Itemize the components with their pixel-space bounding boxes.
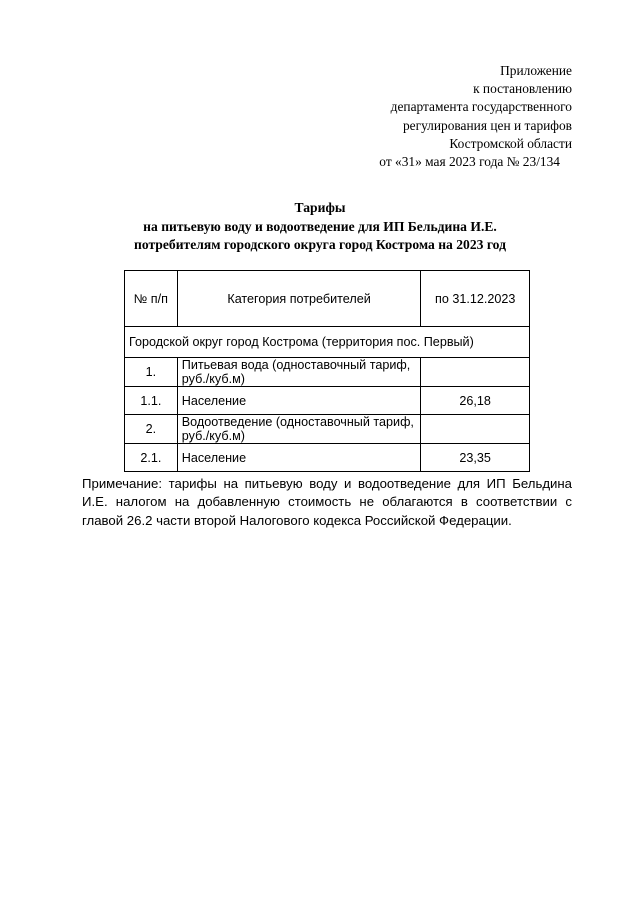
row-value: 26,18 [421,387,530,415]
row-num: 1.1. [125,387,178,415]
table-row [125,358,530,387]
header-category: Категория потребителей [177,271,421,327]
row-num: 2.1. [125,444,178,472]
row-value: 23,35 [421,444,530,472]
row-category: Население [177,387,421,415]
header-line-regulation: регулирования цен и тарифов [402,117,572,133]
table-row [125,444,530,472]
row-num: 1. [125,358,178,387]
section-title: Городской округ город Кострома (территория пос. Первый) [125,327,530,358]
row-num: 2. [125,415,178,444]
table-section-row [125,327,530,358]
footnote-text: Примечание: тарифы на питьевую воду и водоотведение для ИП Бельдина И.Е. налогом на добавленную стоимость не облагаются в соответствии с главой 26.2 части второй Налогового кодекса Российской Федерации. [82,476,572,528]
table-header-row [125,271,530,327]
table-row [125,387,530,415]
title-line-main: Тарифы [294,200,346,215]
row-category: Питьевая вода (одноставочный тариф, руб./куб.м) [177,358,421,387]
row-value [421,415,530,444]
header-line-date-number: от «31» мая 2023 года № 23/134 [379,154,560,170]
tariffs-table [124,270,530,472]
row-value [421,358,530,387]
title-line-consumers: потребителям городского округа город Кострома на 2023 год [134,237,506,253]
row-category: Население [177,444,421,472]
table-row [125,415,530,444]
header-num: № п/п [125,271,178,327]
title-line-subject: на питьевую воду и водоотведение для ИП Бельдина И.Е. [143,218,497,234]
document-title [0,199,640,255]
header-line-resolution: к постановлению [473,81,572,97]
row-category: Водоотведение (одноставочный тариф, руб./куб.м) [177,415,421,444]
approval-header [379,62,572,171]
header-line-appendix: Приложение [500,63,572,78]
header-line-region: Костромской области [449,135,572,151]
header-value: по 31.12.2023 [421,271,530,327]
header-line-department: департамента государственного [390,99,572,115]
